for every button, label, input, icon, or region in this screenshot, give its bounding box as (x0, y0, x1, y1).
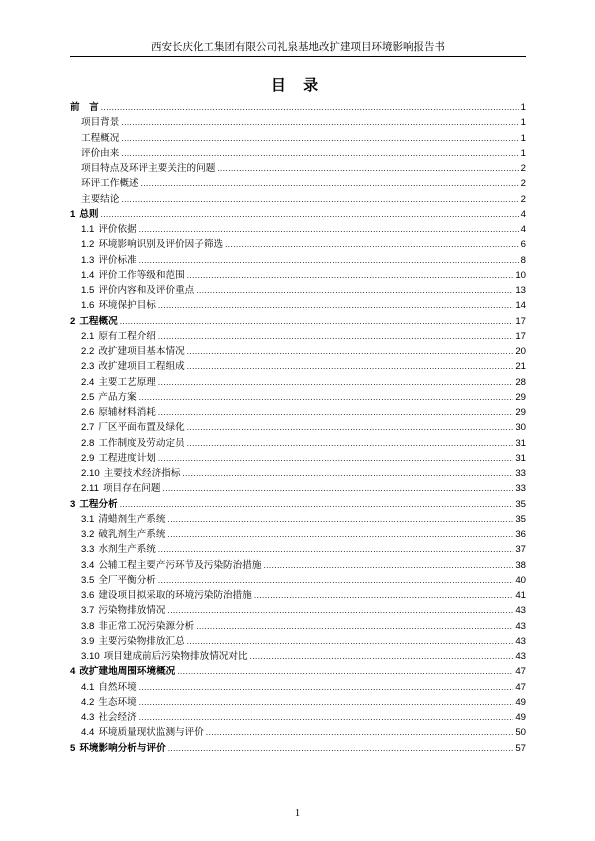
toc-section-entry[interactable] (70, 588, 526, 603)
toc-dot-leader (101, 101, 519, 116)
toc-section-entry[interactable] (70, 542, 526, 557)
toc-dot-leader (187, 437, 514, 452)
toc-section-entry[interactable] (70, 603, 526, 618)
toc-entry-number: 3.1 (81, 513, 95, 525)
toc-entry-page: 2 (520, 193, 526, 205)
toc-section-entry[interactable] (70, 725, 526, 740)
toc-entry-page: 49 (515, 696, 526, 708)
toc-entry-page: 33 (515, 468, 526, 479)
toc-entry-page: 35 (515, 498, 526, 510)
toc-dot-leader (168, 742, 514, 757)
toc-entry-page: 41 (515, 590, 526, 601)
toc-section-entry[interactable] (70, 298, 526, 313)
toc-entry-page: 49 (515, 712, 526, 723)
toc-entry-label: 环境影响识别及评价因子筛选 (98, 239, 224, 251)
toc-dot-leader (250, 650, 514, 665)
toc-dot-leader (168, 528, 514, 543)
toc-chapter-entry[interactable] (70, 314, 526, 329)
toc-dot-leader (168, 513, 514, 528)
toc-entry-page: 17 (515, 330, 526, 342)
toc-entry-page: 1 (520, 117, 526, 129)
toc-section-entry[interactable] (70, 466, 526, 481)
toc-dot-leader (187, 360, 514, 375)
toc-section-entry[interactable] (70, 176, 526, 191)
toc-section-entry[interactable] (70, 405, 526, 420)
toc-section-entry[interactable] (70, 146, 526, 161)
toc-entry-page: 20 (515, 346, 526, 357)
toc-entry-label: 评价由来 (81, 147, 120, 159)
toc-entry-number: 1.2 (81, 239, 95, 251)
toc-dot-leader (187, 345, 514, 360)
toc-entry-page: 43 (515, 605, 526, 617)
toc-entry-label: 前 言 (70, 102, 99, 113)
toc-section-entry[interactable] (70, 649, 526, 664)
toc-dot-leader (121, 116, 518, 131)
toc-entry-page: 21 (515, 361, 526, 373)
toc-entry-label: 总则 (79, 208, 99, 220)
toc-entry-page: 14 (515, 300, 526, 312)
toc-section-entry[interactable] (70, 436, 526, 451)
toc-entry-label: 工程分析 (79, 498, 118, 510)
toc-entry-number: 2.8 (81, 437, 95, 449)
toc-section-entry[interactable] (70, 131, 526, 146)
toc-entry-number: 4.2 (81, 696, 95, 708)
toc-dot-leader (196, 620, 513, 635)
toc-dot-leader (139, 696, 514, 711)
toc-chapter-entry[interactable] (70, 497, 526, 512)
toc-section-entry[interactable] (70, 115, 526, 130)
toc-entry-number: 2.2 (81, 346, 95, 357)
toc-entry-page: 1 (520, 147, 526, 159)
toc-entry-label: 评价工作等级和范围 (98, 269, 185, 281)
toc-section-entry[interactable] (70, 634, 526, 649)
toc-entry-page: 29 (515, 391, 526, 403)
toc-entry-label: 工作制度及劳动定员 (98, 437, 185, 449)
toc-entry-page: 30 (515, 422, 526, 434)
toc-entry-page: 31 (515, 437, 526, 449)
toc-chapter-entry[interactable] (70, 741, 526, 756)
toc-entry-page: 37 (515, 544, 526, 556)
toc-entry-number: 2.9 (81, 452, 95, 464)
toc-entry-number: 2.7 (81, 422, 95, 434)
toc-dot-leader (187, 269, 514, 284)
toc-chapter-entry[interactable] (70, 664, 526, 679)
toc-dot-leader (120, 315, 514, 330)
toc-entry-page: 10 (515, 269, 526, 281)
toc-section-entry[interactable] (70, 329, 526, 344)
toc-entry-label: 评价依据 (98, 224, 137, 235)
toc-section-entry[interactable] (70, 573, 526, 588)
toc-entry-number: 1 (70, 208, 76, 220)
toc-entry-page: 43 (515, 635, 526, 647)
toc-entry-page: 17 (515, 315, 526, 327)
toc-entry-number: 2.1 (81, 330, 95, 342)
toc-entry-number: 3.8 (81, 620, 95, 632)
toc-entry-page: 1 (520, 132, 526, 144)
toc-chapter-entry[interactable] (70, 207, 526, 222)
toc-entry-label: 主要工艺原理 (98, 376, 156, 388)
toc-entry-page: 47 (515, 666, 526, 678)
toc-section-entry[interactable] (70, 481, 526, 496)
toc-dot-leader (187, 421, 514, 436)
toc-dot-leader (158, 543, 513, 558)
toc-entry-number: 2.6 (81, 407, 95, 418)
toc-entry-label: 社会经济 (98, 712, 137, 723)
toc-entry-label: 工程进度计划 (98, 452, 156, 464)
toc-entry-page: 2 (520, 163, 526, 174)
toc-entry-page: 35 (515, 513, 526, 525)
toc-entry-page: 31 (515, 452, 526, 464)
toc-entry-page: 4 (520, 208, 526, 220)
toc-dot-leader (121, 193, 518, 208)
toc-section-entry[interactable] (70, 558, 526, 573)
toc-entry-page: 6 (520, 239, 526, 251)
toc-entry-number: 4.3 (81, 712, 95, 723)
toc-dot-leader (139, 223, 519, 238)
toc-entry-label: 项目建成前后污染物排放情况对比 (103, 651, 248, 662)
toc-entry-label: 项目存在问题 (102, 483, 161, 495)
toc-dot-leader (158, 299, 513, 314)
toc-section-entry[interactable] (70, 237, 526, 252)
toc-entry-number: 1.1 (81, 224, 95, 235)
toc-dot-leader (182, 467, 513, 482)
toc-entry-number: 2.10 (81, 468, 100, 479)
toc-entry-label: 厂区平面布置及绿化 (98, 422, 185, 434)
toc-entry-page: 33 (515, 483, 526, 495)
toc-dot-leader (139, 391, 514, 406)
toc-entry-label: 项目特点及环评主要关注的问题 (81, 163, 216, 174)
toc-dot-leader (158, 376, 513, 391)
toc-section-entry[interactable] (70, 222, 526, 237)
toc-entry-page: 43 (515, 620, 526, 632)
toc-section-entry[interactable] (70, 161, 526, 176)
toc-entry-page: 4 (520, 224, 526, 235)
toc-entry-label: 环境质量现状监测与评价 (98, 727, 204, 739)
toc-section-entry[interactable] (70, 283, 526, 298)
toc-entry-number: 3.6 (81, 590, 95, 601)
toc-entry-label: 环境影响分析与评价 (79, 742, 166, 754)
toc-section-entry[interactable] (70, 680, 526, 695)
toc-entry-label: 原有工程介绍 (98, 330, 156, 342)
toc-entry-number: 1.6 (81, 300, 95, 312)
toc-dot-leader (120, 498, 514, 513)
toc-entry-number: 4 (70, 666, 76, 678)
toc-section-entry[interactable] (70, 268, 526, 283)
toc-entry-page: 43 (515, 651, 526, 662)
toc-entry-label: 工程概况 (79, 315, 118, 327)
toc-dot-leader (263, 559, 513, 574)
toc-entry-page: 57 (515, 742, 526, 754)
toc-entry-label: 建设项目拟采取的环境污染防治措施 (98, 590, 252, 601)
toc-chapter-entry[interactable] (70, 100, 526, 115)
toc-dot-leader (225, 238, 519, 253)
toc-entry-label: 清蜡剂生产系统 (98, 513, 166, 525)
toc-entry-number: 3.5 (81, 574, 95, 586)
toc-entry-number: 3.3 (81, 544, 95, 556)
toc-entry-page: 1 (520, 102, 526, 113)
toc-entry-page: 8 (520, 254, 526, 266)
toc-section-entry[interactable] (70, 420, 526, 435)
toc-entry-page: 38 (515, 559, 526, 571)
toc-entry-page: 50 (515, 727, 526, 739)
toc-dot-leader (158, 574, 513, 589)
toc-entry-label: 污染物排放情况 (98, 605, 166, 617)
toc-section-entry[interactable] (70, 710, 526, 725)
toc-dot-leader (141, 177, 519, 192)
toc-entry-number: 5 (70, 742, 76, 754)
toc-entry-label: 改扩建项目工程组成 (98, 361, 185, 373)
toc-entry-number: 2 (70, 315, 76, 327)
toc-section-entry[interactable] (70, 390, 526, 405)
toc-section-entry[interactable] (70, 695, 526, 710)
toc-entry-label: 评价标准 (98, 254, 137, 266)
toc-dot-leader (158, 406, 513, 421)
toc-dot-leader (158, 330, 513, 345)
toc-entry-number: 2.3 (81, 361, 95, 373)
toc-entry-label: 主要技术经济指标 (103, 468, 181, 479)
toc-section-entry[interactable] (70, 344, 526, 359)
toc-section-entry[interactable] (70, 527, 526, 542)
toc-entry-number: 2.5 (81, 391, 95, 403)
toc-dot-leader (168, 604, 514, 619)
toc-section-entry[interactable] (70, 619, 526, 634)
toc-entry-label: 公辅工程主要产污环节及污染防治措施 (98, 559, 262, 571)
table-of-contents (70, 100, 526, 756)
toc-entry-page: 2 (520, 178, 526, 190)
toc-dot-leader (121, 132, 518, 147)
toc-entry-page: 29 (515, 407, 526, 418)
toc-dot-leader (177, 665, 513, 680)
toc-section-entry[interactable] (70, 512, 526, 527)
toc-dot-leader (254, 589, 513, 604)
toc-entry-label: 项目背景 (81, 117, 120, 129)
toc-entry-label: 主要结论 (81, 193, 120, 205)
toc-entry-number: 3.10 (81, 651, 100, 662)
toc-section-entry[interactable] (70, 359, 526, 374)
toc-entry-label: 自然环境 (98, 681, 137, 693)
toc-entry-number: 3.4 (81, 559, 95, 571)
toc-title: 目 录 (270, 76, 325, 94)
toc-dot-leader (158, 452, 513, 467)
toc-entry-number: 4.4 (81, 727, 95, 739)
toc-dot-leader (139, 711, 514, 726)
toc-entry-label: 破乳剂生产系统 (98, 529, 166, 540)
toc-entry-label: 主要污染物排放汇总 (98, 635, 185, 647)
toc-section-entry[interactable] (70, 375, 526, 390)
toc-section-entry[interactable] (70, 192, 526, 207)
toc-dot-leader (139, 254, 519, 269)
toc-dot-leader (101, 208, 519, 223)
toc-entry-label: 评价内容和及评价重点 (98, 285, 195, 296)
toc-entry-label: 原辅材料消耗 (98, 407, 156, 418)
toc-entry-page: 36 (515, 529, 526, 540)
toc-entry-number: 3.2 (81, 529, 95, 540)
toc-entry-label: 水剂生产系统 (98, 544, 156, 556)
toc-entry-label: 改扩建地周围环境概况 (79, 666, 176, 678)
toc-dot-leader (187, 635, 514, 650)
toc-entry-label: 全厂平衡分析 (98, 574, 156, 586)
toc-entry-label: 环评工作概述 (81, 178, 139, 190)
toc-dot-leader (217, 162, 518, 177)
toc-entry-page: 47 (515, 681, 526, 693)
toc-section-entry[interactable] (70, 253, 526, 268)
toc-dot-leader (206, 726, 513, 741)
toc-entry-page: 28 (515, 376, 526, 388)
toc-dot-leader (139, 681, 514, 696)
toc-entry-number: 1.4 (81, 269, 95, 281)
header-rule (70, 56, 526, 57)
toc-entry-number: 4.1 (81, 681, 95, 693)
toc-entry-label: 非正常工况污染源分析 (98, 620, 195, 632)
toc-entry-label: 环境保护目标 (98, 300, 156, 312)
page-number: 1 (294, 808, 301, 819)
toc-entry-label: 改扩建项目基本情况 (98, 346, 185, 357)
toc-entry-label: 生态环境 (98, 696, 137, 708)
toc-entry-number: 3 (70, 498, 76, 510)
toc-entry-number: 3.9 (81, 635, 95, 647)
toc-entry-label: 工程概况 (81, 132, 120, 144)
toc-dot-leader (196, 284, 513, 299)
toc-entry-number: 1.5 (81, 285, 95, 296)
toc-entry-page: 13 (515, 285, 526, 296)
toc-entry-number: 3.7 (81, 605, 95, 617)
toc-entry-page: 40 (515, 574, 526, 586)
toc-entry-number: 1.3 (81, 254, 95, 266)
toc-dot-leader (121, 147, 518, 162)
toc-section-entry[interactable] (70, 451, 526, 466)
toc-entry-number: 2.11 (81, 483, 99, 495)
toc-dot-leader (163, 482, 514, 497)
running-header: 西安长庆化工集团有限公司礼泉基地改扩建项目环境影响报告书 (151, 41, 445, 53)
toc-entry-label: 产品方案 (98, 391, 137, 403)
toc-entry-number: 2.4 (81, 376, 95, 388)
